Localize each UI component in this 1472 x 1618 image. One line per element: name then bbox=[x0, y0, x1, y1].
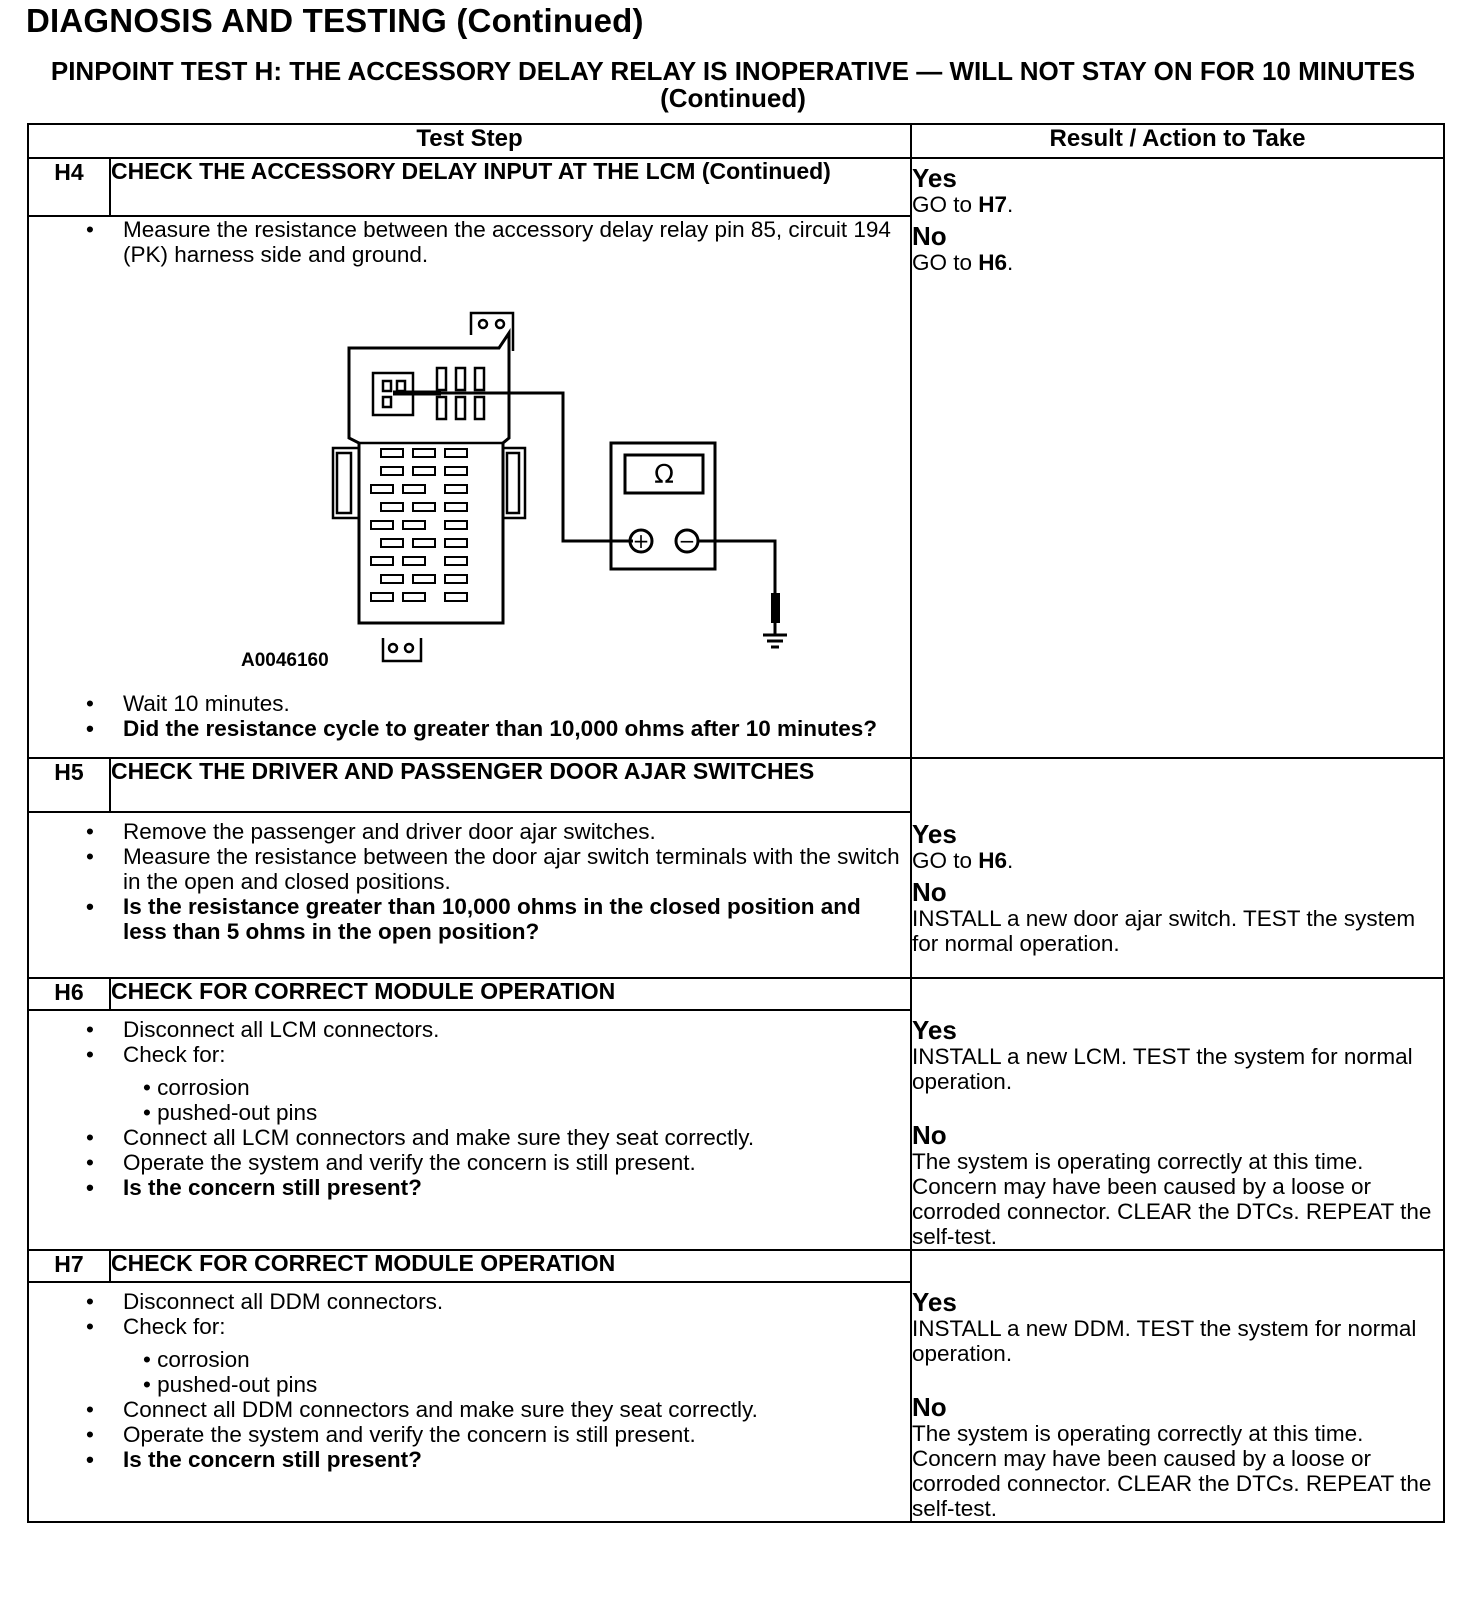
instruction: • Disconnect all LCM connectors. bbox=[86, 1017, 910, 1042]
svg-text:+: + bbox=[632, 529, 650, 553]
column-header-test-step: Test Step bbox=[28, 124, 911, 158]
step-h4-title-row bbox=[28, 158, 1444, 216]
no-label: No bbox=[912, 1392, 947, 1422]
test-subtitle: PINPOINT TEST H: THE ACCESSORY DELAY RELAY IS INOPERATIVE — WILL NOT STAY ON FOR 10 MINUTES (Continued) bbox=[50, 56, 1416, 113]
step-h5-body bbox=[28, 812, 911, 978]
list-item: • corrosion bbox=[143, 1075, 910, 1100]
instruction: • Operate the system and verify the concern is still present. bbox=[86, 1422, 910, 1447]
step-h7-result bbox=[911, 1250, 1444, 1522]
yes-label: Yes bbox=[912, 1287, 957, 1317]
step-title: CHECK FOR CORRECT MODULE OPERATION bbox=[110, 978, 911, 1010]
pinpoint-test-table bbox=[27, 123, 1445, 1523]
figure-id: A0046160 bbox=[241, 650, 329, 671]
no-action: The system is operating correctly at this time. Concern may have been caused by a loose or corroded connector. CLEAR the DTCs. REPEAT the self-test. bbox=[912, 1149, 1432, 1249]
step-h5-result bbox=[911, 758, 1444, 978]
step-title: CHECK THE DRIVER AND PASSENGER DOOR AJAR SWITCHES bbox=[110, 758, 911, 812]
check-list bbox=[106, 1347, 910, 1397]
no-label: No bbox=[912, 877, 947, 907]
page-title: DIAGNOSIS AND TESTING (Continued) bbox=[26, 2, 644, 39]
step-h4-body bbox=[28, 216, 911, 758]
instruction: • Check for: • corrosion • pushed-out pins bbox=[86, 1042, 910, 1125]
yes-label: Yes bbox=[912, 1015, 957, 1045]
instruction: • Connect all LCM connectors and make sure they seat correctly. bbox=[86, 1125, 910, 1150]
no-action: GO to H6. bbox=[912, 250, 1014, 275]
yes-action: INSTALL a new LCM. TEST the system for normal operation. bbox=[912, 1044, 1413, 1094]
yes-action: INSTALL a new DDM. TEST the system for normal operation. bbox=[912, 1316, 1417, 1366]
lcm-ohmmeter-illustration bbox=[241, 293, 801, 673]
step-h6-result bbox=[911, 978, 1444, 1250]
no-label: No bbox=[912, 1120, 947, 1150]
no-action: The system is operating correctly at this time. Concern may have been caused by a loose or corroded connector. CLEAR the DTCs. REPEAT the self-test. bbox=[912, 1421, 1432, 1521]
yes-action: GO to H7. bbox=[912, 192, 1014, 217]
yes-label: Yes bbox=[912, 163, 957, 193]
step-h4-result bbox=[911, 158, 1444, 758]
column-header-result: Result / Action to Take bbox=[911, 124, 1444, 158]
instruction: • Disconnect all DDM connectors. bbox=[86, 1289, 910, 1314]
instruction: • Wait 10 minutes. bbox=[86, 691, 910, 716]
ohm-symbol: Ω bbox=[654, 460, 674, 490]
step-title: CHECK FOR CORRECT MODULE OPERATION bbox=[110, 1250, 911, 1282]
list-item: • pushed-out pins bbox=[143, 1372, 910, 1397]
list-item: • corrosion bbox=[143, 1347, 910, 1372]
step-id: H5 bbox=[28, 758, 110, 812]
no-action: INSTALL a new door ajar switch. TEST the system for normal operation. bbox=[912, 906, 1416, 956]
instruction: • Connect all DDM connectors and make sure they seat correctly. bbox=[86, 1397, 910, 1422]
question: • Is the concern still present? bbox=[86, 1175, 910, 1200]
svg-text:−: − bbox=[678, 529, 696, 553]
step-id: H6 bbox=[28, 978, 110, 1010]
step-h6-body bbox=[28, 1010, 911, 1250]
no-label: No bbox=[912, 221, 947, 251]
instruction: • Remove the passenger and driver door ajar switches. bbox=[86, 819, 910, 844]
step-title: CHECK THE ACCESSORY DELAY INPUT AT THE LCM (Continued) bbox=[110, 158, 911, 216]
question: • Is the resistance greater than 10,000 ohms in the closed position and less than 5 ohms in the open position? bbox=[86, 894, 910, 944]
instruction: • Check for: • corrosion • pushed-out pins bbox=[86, 1314, 910, 1397]
step-h7-body bbox=[28, 1282, 911, 1522]
table-header-row bbox=[28, 124, 1444, 158]
yes-label: Yes bbox=[912, 819, 957, 849]
check-list bbox=[106, 1075, 910, 1125]
step-h6-title-row bbox=[28, 978, 1444, 1010]
step-id: H7 bbox=[28, 1250, 110, 1282]
instruction: • Measure the resistance between the door ajar switch terminals with the switch in the open and closed positions. bbox=[86, 844, 910, 894]
question: • Did the resistance cycle to greater than 10,000 ohms after 10 minutes? bbox=[86, 716, 910, 741]
list-item: • pushed-out pins bbox=[143, 1100, 910, 1125]
step-h7-title-row bbox=[28, 1250, 1444, 1282]
lcm-resistance-diagram bbox=[241, 293, 801, 673]
question: • Is the concern still present? bbox=[86, 1447, 910, 1472]
step-h5-title-row bbox=[28, 758, 1444, 812]
yes-action: GO to H6. bbox=[912, 848, 1014, 873]
instruction: • Operate the system and verify the concern is still present. bbox=[86, 1150, 910, 1175]
step-id: H4 bbox=[28, 158, 110, 216]
instruction: • Measure the resistance between the accessory delay relay pin 85, circuit 194 (PK) harness side and ground. bbox=[86, 217, 910, 267]
